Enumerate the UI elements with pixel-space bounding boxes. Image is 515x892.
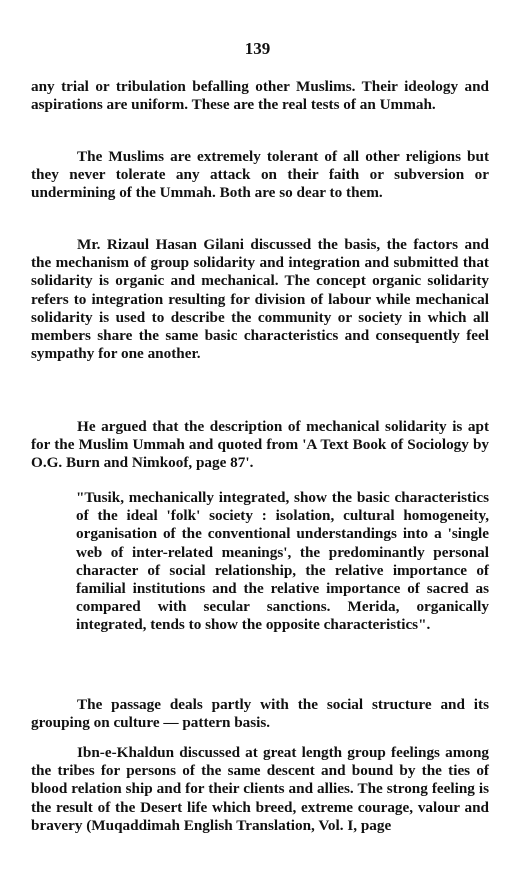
- page-number: 139: [244, 39, 271, 58]
- paragraph-3: Mr. Rizaul Hasan Gilani discussed the basis, the factors and the mechanism of group solidarity and integration and submitted that solidarity is organic and mechanical. The concept organic solidarity refers to integration resulting for division of labour while mechanical solidarity is used to describe the community or society in which all members share the same basic characteristics and consequently feel sympathy for one another.: [31, 236, 489, 363]
- paragraph-4: He argued that the description of mechanical solidarity is apt for the Muslim Ummah and quoted from 'A Text Book of Sociology by O.G. Burn and Nimkoof, page 87'.: [31, 418, 489, 472]
- block-quote: "Tusik, mechanically integrated, show the basic characteristics of the ideal 'folk' society : isolation, cultural homogeneity, organisation of the conventional understandings into a 'single web of inter-related meanings', the predominantly personal character of social relationship, the relative importance of familial institutions and the relative importance of sacred as compared with secular sanctions. Merida, organically integrated, tends to show the opposite characteristics".: [76, 489, 489, 634]
- paragraph-5: The passage deals partly with the social structure and its grouping on culture — pattern basis.: [31, 696, 489, 732]
- paragraph-2: The Muslims are extremely tolerant of all other religions but they never tolerate any attack on their faith or subversion or undermining of the Ummah. Both are so dear to them.: [31, 148, 489, 202]
- paragraph-6: Ibn-e-Khaldun discussed at great length group feelings among the tribes for persons of the same descent and bound by the ties of blood relation ship and for their clients and allies. The strong feeling is the result of the Desert life which breed, extreme courage, valour and bravery (Muqaddimah English Translation, Vol. I, page: [31, 744, 489, 834]
- paragraph-1: any trial or tribulation befalling other Muslims. Their ideology and aspirations are uniform. These are the real tests of an Ummah.: [31, 78, 489, 114]
